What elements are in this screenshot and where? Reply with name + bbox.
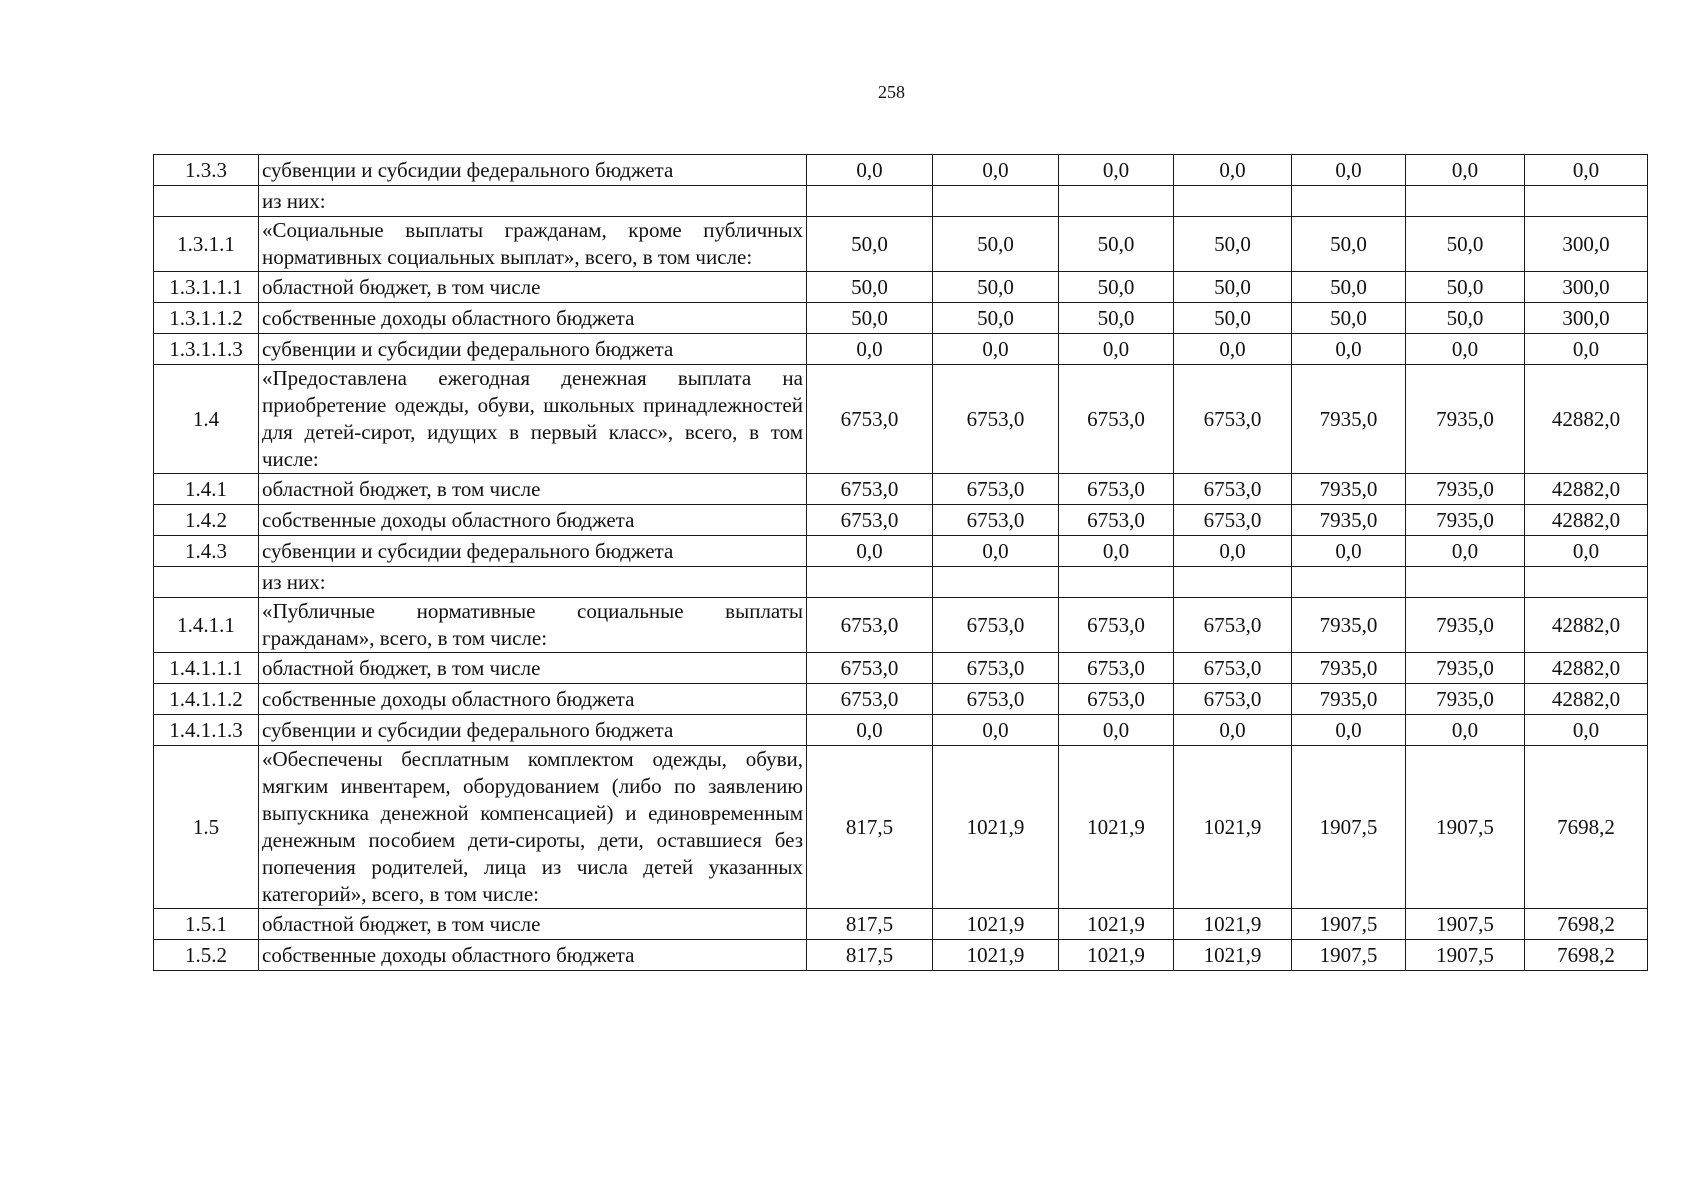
row-name: субвенции и субсидии федерального бюджета	[259, 715, 807, 746]
value-cell: 1021,9	[1059, 940, 1174, 971]
value-cell: 50,0	[1292, 217, 1406, 272]
row-name: «Публичные нормативные социальные выплаты гражданам», всего, в том числе:	[259, 598, 807, 653]
row-code: 1.5	[154, 746, 259, 909]
value-cell: 42882,0	[1525, 505, 1648, 536]
row-code: 1.3.1.1.2	[154, 303, 259, 334]
row-name: областной бюджет, в том числе	[259, 474, 807, 505]
value-cell: 6753,0	[1174, 365, 1292, 474]
row-name: субвенции и субсидии федерального бюджета	[259, 155, 807, 186]
value-cell: 0,0	[807, 155, 933, 186]
row-name: областной бюджет, в том числе	[259, 653, 807, 684]
value-cell: 6753,0	[1059, 653, 1174, 684]
value-cell: 7935,0	[1292, 365, 1406, 474]
row-code: 1.3.1.1.3	[154, 334, 259, 365]
value-cell: 50,0	[933, 217, 1059, 272]
value-cell: 42882,0	[1525, 474, 1648, 505]
row-name: «Предоставлена ежегодная денежная выплата на приобретение одежды, обуви, школьных принадлежностей для детей-сирот, идущих в первый класс», всего, в том числе:	[259, 365, 807, 474]
value-cell: 6753,0	[807, 505, 933, 536]
value-cell	[1174, 186, 1292, 217]
value-cell: 1021,9	[1174, 746, 1292, 909]
value-cell: 0,0	[1406, 155, 1525, 186]
value-cell: 50,0	[1406, 272, 1525, 303]
value-cell: 0,0	[1174, 536, 1292, 567]
value-cell: 50,0	[1059, 272, 1174, 303]
value-cell: 7698,2	[1525, 746, 1648, 909]
value-cell: 42882,0	[1525, 653, 1648, 684]
value-cell: 50,0	[1406, 217, 1525, 272]
row-code: 1.3.1.1.1	[154, 272, 259, 303]
value-cell: 42882,0	[1525, 684, 1648, 715]
value-cell	[1292, 186, 1406, 217]
table-row	[154, 746, 1648, 909]
value-cell: 1021,9	[1059, 909, 1174, 940]
value-cell: 0,0	[1059, 334, 1174, 365]
value-cell	[1525, 567, 1648, 598]
table-row	[154, 217, 1648, 272]
row-code: 1.5.2	[154, 940, 259, 971]
table-row	[154, 474, 1648, 505]
value-cell: 6753,0	[1059, 505, 1174, 536]
row-code: 1.4.1.1.2	[154, 684, 259, 715]
row-name: областной бюджет, в том числе	[259, 272, 807, 303]
value-cell: 50,0	[1059, 217, 1174, 272]
value-cell: 50,0	[1059, 303, 1174, 334]
value-cell: 1021,9	[933, 940, 1059, 971]
value-cell: 0,0	[1059, 536, 1174, 567]
value-cell: 42882,0	[1525, 598, 1648, 653]
value-cell: 6753,0	[807, 365, 933, 474]
row-name: субвенции и субсидии федерального бюджета	[259, 334, 807, 365]
row-name: собственные доходы областного бюджета	[259, 940, 807, 971]
value-cell: 50,0	[1406, 303, 1525, 334]
row-code: 1.4.2	[154, 505, 259, 536]
value-cell: 50,0	[933, 272, 1059, 303]
value-cell: 50,0	[1174, 272, 1292, 303]
table-row	[154, 505, 1648, 536]
value-cell: 50,0	[807, 272, 933, 303]
row-code: 1.3.1.1	[154, 217, 259, 272]
value-cell: 6753,0	[933, 684, 1059, 715]
value-cell: 1907,5	[1292, 940, 1406, 971]
row-code	[154, 567, 259, 598]
value-cell: 6753,0	[807, 653, 933, 684]
value-cell: 7935,0	[1292, 684, 1406, 715]
value-cell: 0,0	[1174, 334, 1292, 365]
row-name: собственные доходы областного бюджета	[259, 303, 807, 334]
row-name: из них:	[259, 567, 807, 598]
value-cell: 1907,5	[1406, 940, 1525, 971]
value-cell: 6753,0	[933, 365, 1059, 474]
value-cell	[1292, 567, 1406, 598]
value-cell: 1907,5	[1292, 746, 1406, 909]
row-name: субвенции и субсидии федерального бюджета	[259, 536, 807, 567]
value-cell: 0,0	[807, 536, 933, 567]
value-cell	[933, 186, 1059, 217]
value-cell: 300,0	[1525, 272, 1648, 303]
value-cell: 1021,9	[933, 909, 1059, 940]
value-cell: 7935,0	[1406, 505, 1525, 536]
value-cell: 1907,5	[1406, 909, 1525, 940]
value-cell: 0,0	[1406, 536, 1525, 567]
value-cell: 42882,0	[1525, 365, 1648, 474]
value-cell: 1021,9	[933, 746, 1059, 909]
value-cell: 6753,0	[933, 653, 1059, 684]
value-cell: 7935,0	[1292, 598, 1406, 653]
table-row	[154, 715, 1648, 746]
value-cell: 6753,0	[933, 598, 1059, 653]
table-row	[154, 186, 1648, 217]
value-cell: 6753,0	[1059, 684, 1174, 715]
value-cell: 6753,0	[807, 598, 933, 653]
value-cell: 300,0	[1525, 217, 1648, 272]
row-name: «Социальные выплаты гражданам, кроме публичных нормативных социальных выплат», всего, в том числе:	[259, 217, 807, 272]
value-cell: 7935,0	[1292, 653, 1406, 684]
table-row	[154, 536, 1648, 567]
value-cell	[1525, 186, 1648, 217]
value-cell: 6753,0	[1059, 474, 1174, 505]
table-row	[154, 598, 1648, 653]
table-row	[154, 684, 1648, 715]
value-cell: 7935,0	[1292, 505, 1406, 536]
value-cell: 817,5	[807, 746, 933, 909]
value-cell: 50,0	[807, 303, 933, 334]
value-cell: 50,0	[1174, 217, 1292, 272]
row-code: 1.3.3	[154, 155, 259, 186]
value-cell: 7935,0	[1292, 474, 1406, 505]
value-cell: 7935,0	[1406, 684, 1525, 715]
value-cell	[1406, 567, 1525, 598]
table-row	[154, 303, 1648, 334]
row-code: 1.4.1	[154, 474, 259, 505]
row-code: 1.4.3	[154, 536, 259, 567]
value-cell: 6753,0	[1174, 684, 1292, 715]
value-cell: 0,0	[1174, 155, 1292, 186]
value-cell: 6753,0	[1059, 365, 1174, 474]
value-cell: 50,0	[807, 217, 933, 272]
value-cell	[1406, 186, 1525, 217]
value-cell: 1021,9	[1174, 909, 1292, 940]
value-cell: 1907,5	[1406, 746, 1525, 909]
value-cell: 6753,0	[807, 684, 933, 715]
value-cell: 6753,0	[933, 505, 1059, 536]
value-cell: 0,0	[933, 715, 1059, 746]
table-row	[154, 155, 1648, 186]
value-cell	[1174, 567, 1292, 598]
row-name: областной бюджет, в том числе	[259, 909, 807, 940]
value-cell: 0,0	[1292, 334, 1406, 365]
row-name: собственные доходы областного бюджета	[259, 684, 807, 715]
value-cell	[807, 567, 933, 598]
table-row	[154, 940, 1648, 971]
value-cell: 0,0	[1525, 334, 1648, 365]
value-cell	[1059, 186, 1174, 217]
value-cell: 0,0	[1525, 155, 1648, 186]
value-cell: 0,0	[1525, 715, 1648, 746]
value-cell: 50,0	[1292, 272, 1406, 303]
value-cell: 0,0	[933, 334, 1059, 365]
table-row	[154, 272, 1648, 303]
value-cell: 817,5	[807, 940, 933, 971]
value-cell: 0,0	[807, 715, 933, 746]
value-cell: 0,0	[1174, 715, 1292, 746]
value-cell: 0,0	[1292, 536, 1406, 567]
value-cell: 0,0	[807, 334, 933, 365]
value-cell: 7935,0	[1406, 474, 1525, 505]
value-cell: 0,0	[933, 536, 1059, 567]
table-row	[154, 334, 1648, 365]
row-code: 1.4.1.1	[154, 598, 259, 653]
table-row	[154, 567, 1648, 598]
value-cell: 6753,0	[1174, 598, 1292, 653]
value-cell: 6753,0	[1174, 505, 1292, 536]
table-row	[154, 909, 1648, 940]
row-code: 1.4.1.1.1	[154, 653, 259, 684]
value-cell: 300,0	[1525, 303, 1648, 334]
value-cell: 6753,0	[807, 474, 933, 505]
row-name: из них:	[259, 186, 807, 217]
value-cell: 817,5	[807, 909, 933, 940]
table-row	[154, 653, 1648, 684]
row-code: 1.5.1	[154, 909, 259, 940]
value-cell: 7698,2	[1525, 909, 1648, 940]
row-code	[154, 186, 259, 217]
table-body	[154, 155, 1648, 971]
row-code: 1.4.1.1.3	[154, 715, 259, 746]
value-cell: 1907,5	[1292, 909, 1406, 940]
value-cell: 0,0	[1059, 155, 1174, 186]
value-cell: 0,0	[1292, 715, 1406, 746]
value-cell: 1021,9	[1174, 940, 1292, 971]
row-code: 1.4	[154, 365, 259, 474]
value-cell: 0,0	[933, 155, 1059, 186]
value-cell: 0,0	[1525, 536, 1648, 567]
value-cell	[1059, 567, 1174, 598]
value-cell: 0,0	[1406, 715, 1525, 746]
value-cell: 7935,0	[1406, 653, 1525, 684]
value-cell: 0,0	[1292, 155, 1406, 186]
value-cell: 50,0	[1174, 303, 1292, 334]
value-cell	[807, 186, 933, 217]
value-cell: 7935,0	[1406, 365, 1525, 474]
row-name: собственные доходы областного бюджета	[259, 505, 807, 536]
value-cell: 7698,2	[1525, 940, 1648, 971]
value-cell	[933, 567, 1059, 598]
value-cell: 6753,0	[1174, 653, 1292, 684]
value-cell: 0,0	[1406, 334, 1525, 365]
value-cell: 6753,0	[1059, 598, 1174, 653]
page-number: 258	[878, 82, 905, 102]
value-cell: 6753,0	[1174, 474, 1292, 505]
value-cell: 0,0	[1059, 715, 1174, 746]
row-name: «Обеспечены бесплатным комплектом одежды, обуви, мягким инвентарем, оборудованием (либо по заявлению выпускника денежной компенсацией) и единовременным денежным пособием дети-сироты, дети, оставшиеся без попечения родителей, лица из числа детей указанных категорий», всего, в том числе:	[259, 746, 807, 909]
value-cell: 7935,0	[1406, 598, 1525, 653]
table-row	[154, 365, 1648, 474]
value-cell: 50,0	[1292, 303, 1406, 334]
budget-table	[153, 154, 1648, 971]
value-cell: 6753,0	[933, 474, 1059, 505]
value-cell: 50,0	[933, 303, 1059, 334]
value-cell: 1021,9	[1059, 746, 1174, 909]
